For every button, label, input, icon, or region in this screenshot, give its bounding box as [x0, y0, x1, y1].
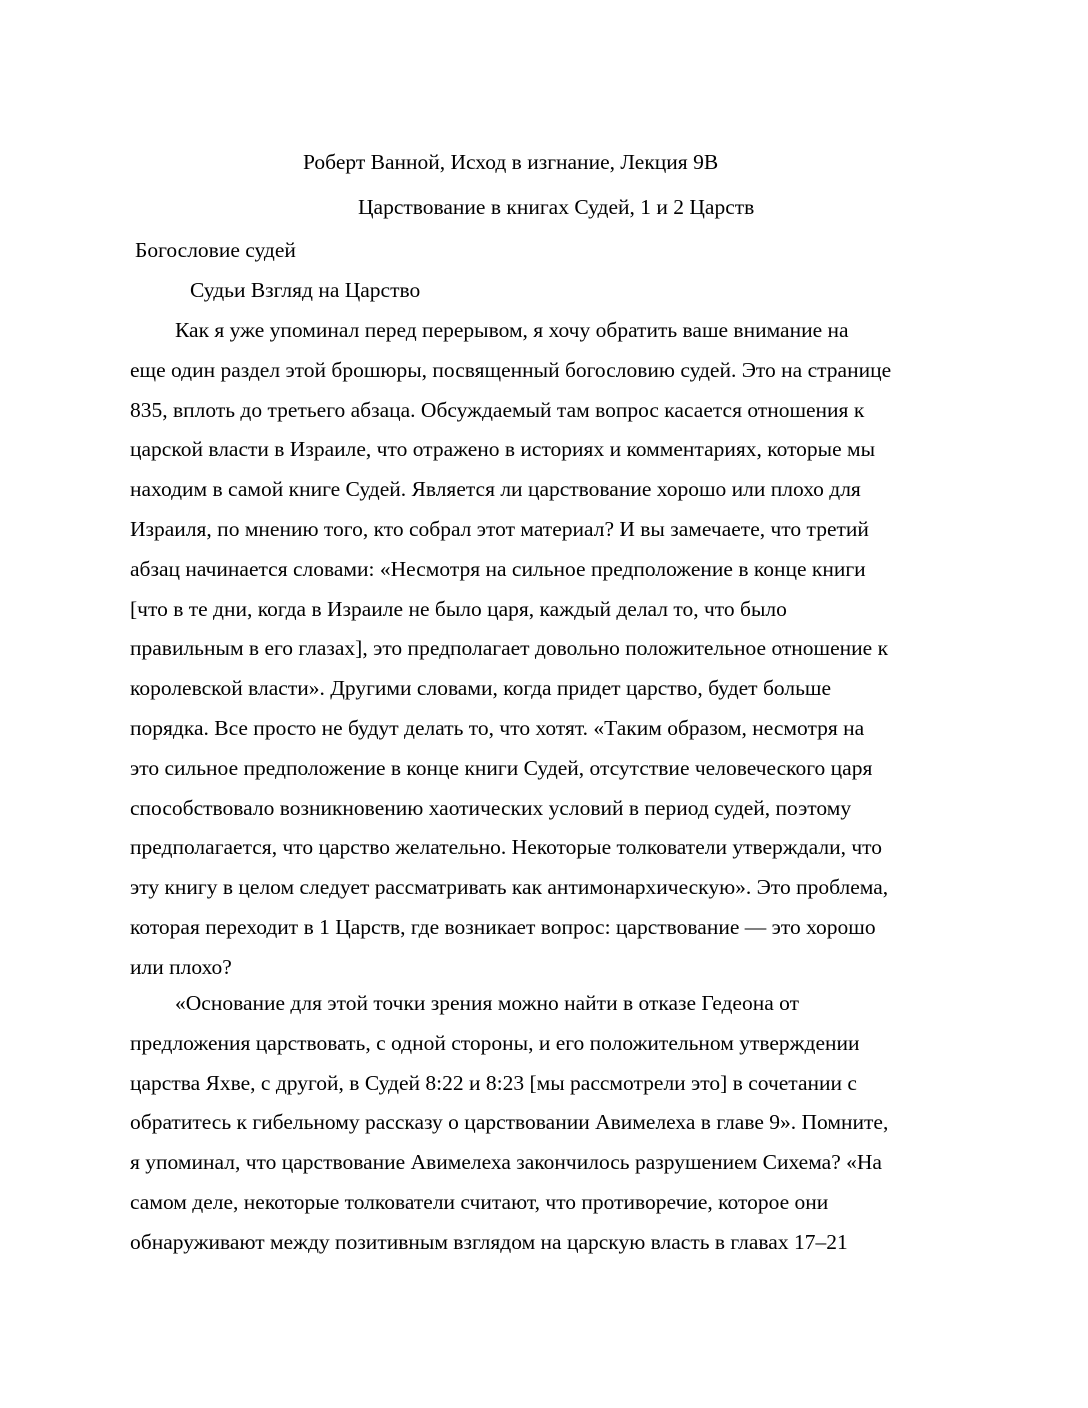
paragraph-line: «Основание для этой точки зрения можно найти в отказе Гедеона от: [175, 991, 799, 1015]
paragraph-line: способствовало возникновению хаотических условий в период судей, поэтому: [130, 795, 852, 820]
paragraph-line: обнаруживают между позитивным взглядом на царскую власть в главах 17–21: [130, 1229, 848, 1254]
paragraph-line: Как я уже упоминал перед перерывом, я хочу обратить ваше внимание на: [175, 318, 849, 342]
paragraph-line: обратитесь к гибельному рассказу о царствовании Авимелеха в главе 9». Помните,: [130, 1110, 889, 1135]
paragraph-line: или плохо?: [130, 954, 232, 979]
paragraph-line: это сильное предположение в конце книги Судей, отсутствие человеческого царя: [130, 755, 873, 780]
paragraph-1: [130, 311, 891, 988]
paragraph-line: королевской власти». Другими словами, когда придет царство, будет больше: [130, 676, 831, 701]
paragraph-line: находим в самой книге Судей. Является ли царствование хорошо или плохо для: [130, 477, 861, 502]
paragraph-line: порядка. Все просто не будут делать то, что хотят. «Таким образом, несмотря на: [130, 715, 865, 740]
paragraph-line: правильным в его глазах], это предполагает довольно положительное отношение к: [130, 636, 889, 661]
paragraph-line: абзац начинается словами: «Несмотря на сильное предположение в конце книги: [130, 556, 866, 581]
document-subtitle: Царствование в книгах Судей, 1 и 2 Царств: [358, 195, 755, 219]
paragraph-line: царства Яхве, с другой, в Судей 8:22 и 8:23 [мы рассмотрели это] в сочетании с: [130, 1070, 857, 1095]
paragraph-line: предложения царствовать, с одной стороны, и его положительном утверждении: [130, 1030, 860, 1055]
paragraph-line: Израиля, по мнению того, кто собрал этот материал? И вы замечаете, что третий: [130, 516, 869, 541]
paragraph-line: предполагается, что царство желательно. Некоторые толкователи утверждали, что: [130, 835, 882, 860]
paragraph-line: еще один раздел этой брошюры, посвященный богословию судей. Это на странице: [130, 357, 892, 382]
paragraph-line: царской власти в Израиле, что отражено в историях и комментариях, которые мы: [130, 437, 876, 462]
paragraph-line: я упоминал, что царствование Авимелеха закончилось разрушением Сихема? «На: [130, 1150, 882, 1175]
paragraph-line: 835, вплоть до третьего абзаца. Обсуждаемый там вопрос касается отношения к: [130, 397, 865, 422]
paragraph-line: которая переходит в 1 Царств, где возникает вопрос: царствование — это хорошо: [130, 914, 876, 939]
paragraph-2: [130, 984, 888, 1263]
paragraph-line: [что в те дни, когда в Израиле не было царя, каждый делал то, что было: [130, 596, 787, 621]
paragraph-line: самом деле, некоторые толкователи считают, что противоречие, которое они: [130, 1189, 829, 1214]
document-title: Роберт Ванной, Исход в изгнание, Лекция 9B: [303, 150, 719, 174]
paragraph-line: эту книгу в целом следует рассматривать как антимонархическую». Это проблема,: [130, 875, 889, 900]
section-heading: Богословие судей: [135, 238, 296, 262]
subsection-heading: Судьи Взгляд на Царство: [190, 278, 421, 302]
